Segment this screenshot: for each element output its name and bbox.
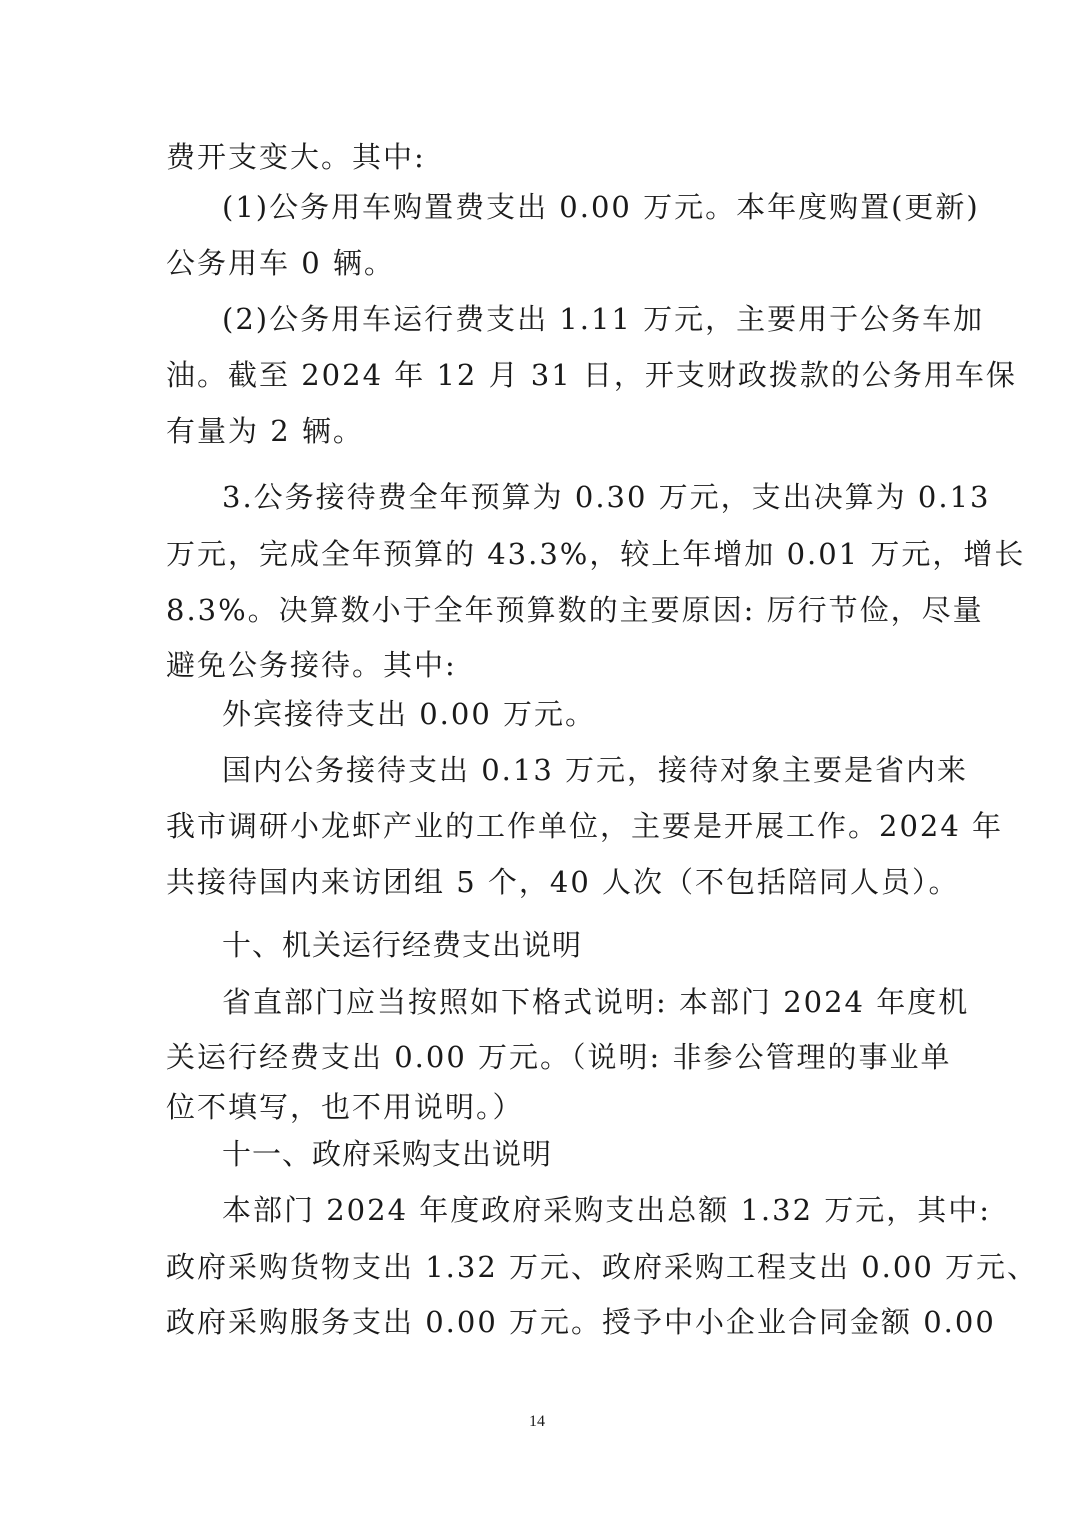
body-line: 政府采购货物支出 1.32 万元、政府采购工程支出 0.00 万元、	[166, 1250, 1039, 1284]
body-line: (1)公务用车购置费支出 0.00 万元。本年度购置(更新)	[222, 190, 980, 224]
body-line: 避免公务接待。其中:	[166, 648, 457, 682]
page-number: 14	[529, 1413, 545, 1430]
body-line: 万元，完成全年预算的 43.3%，较上年增加 0.01 万元，增长	[166, 537, 1026, 571]
body-line: 费开支变大。其中:	[166, 140, 426, 174]
body-line: 省直部门应当按照如下格式说明: 本部门 2024 年度机	[222, 985, 970, 1019]
section-heading: 十一、政府采购支出说明	[222, 1137, 553, 1171]
body-line: 位不填写，也不用说明。）	[166, 1090, 524, 1124]
body-line: 外宾接待支出 0.00 万元。	[222, 697, 597, 731]
body-line: 政府采购服务支出 0.00 万元。授予中小企业合同金额 0.00	[166, 1305, 996, 1339]
body-line: 国内公务接待支出 0.13 万元，接待对象主要是省内来	[222, 753, 969, 787]
body-line: 公务用车 0 辆。	[166, 246, 395, 280]
body-line: 油。截至 2024 年 12 月 31 日，开支财政拨款的公务用车保	[166, 358, 1017, 392]
body-line: (2)公务用车运行费支出 1.11 万元，主要用于公务车加	[222, 302, 985, 336]
body-line: 3.公务接待费全年预算为 0.30 万元，支出决算为 0.13	[222, 480, 991, 514]
section-heading: 十、机关运行经费支出说明	[222, 928, 583, 962]
body-line: 关运行经费支出 0.00 万元。（说明: 非参公管理的事业单	[166, 1040, 952, 1074]
body-line: 有量为 2 辆。	[166, 414, 364, 448]
body-line: 我市调研小龙虾产业的工作单位，主要是开展工作。2024 年	[166, 809, 1004, 843]
body-line: 共接待国内来访团组 5 个，40 人次（不包括陪同人员）。	[166, 865, 960, 899]
body-line: 8.3%。决算数小于全年预算数的主要原因: 厉行节俭，尽量	[166, 593, 984, 627]
body-line: 本部门 2024 年度政府采购支出总额 1.32 万元，其中:	[222, 1193, 992, 1227]
